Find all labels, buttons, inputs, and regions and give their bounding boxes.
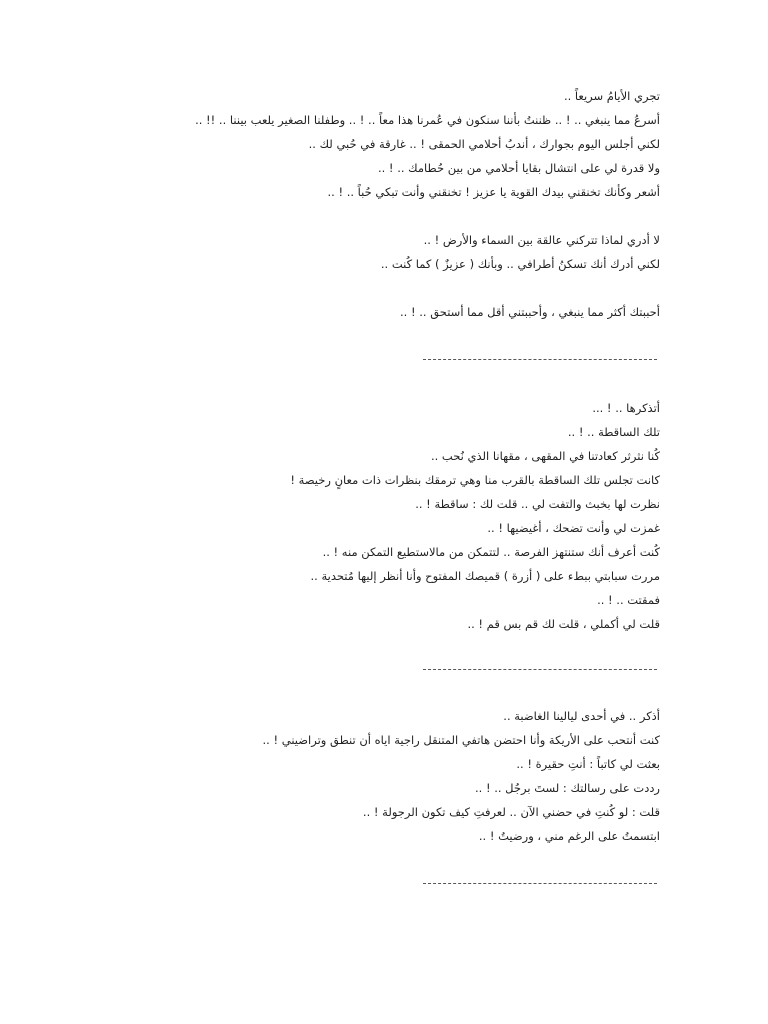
section-separator	[423, 883, 657, 884]
paragraph-2	[100, 228, 660, 276]
section-separator	[423, 359, 657, 360]
text-line: أتذكرها .. ! ...	[592, 401, 660, 415]
text-line: كُنا نثرثر كعادتنا في المقهى ، مقهانا الذي نُحب ..	[430, 449, 660, 463]
text-line: كانت تجلس تلك الساقطة بالقرب منا وهي ترمقك بنظرات ذات معانٍ رخيصة !	[290, 473, 660, 487]
text-line: قلت : لو كُنتِ في حضني الآن .. لعرفتِ كيف تكون الرجولة ! ..	[362, 805, 660, 819]
text-line: مررت سبابتي ببطء على ( أزرة ) قميصك المفتوح وأنا أنظر إليها مُتحدية ..	[310, 569, 660, 583]
text-line: نظرت لها بخبث والتفت لي .. قلت لك : ساقطة ! ..	[415, 497, 660, 511]
text-line: تلك الساقطة .. ! ..	[567, 425, 660, 439]
text-line: تجري الأيامُ سريعاً ..	[563, 89, 660, 103]
text-line: لا أدري لماذا تتركني عالقة بين السماء والأرض ! ..	[423, 233, 660, 247]
text-line: أسرعُ مما ينبغي .. ! .. ظننتُ بأننا سنكون في عُمرنا هذا معاً .. ! .. وطفلنا الصغير يلعب بيننا .. !! ..	[195, 113, 660, 127]
paragraph-3	[100, 300, 660, 324]
text-line: قلت لي أكملي ، قلت لك قم بس قم ! ..	[467, 617, 660, 631]
text-line: لكني أدرك أنك تسكنُ أطرافي .. وبأنك ( عزيزٌ ) كما كُنت ..	[380, 257, 660, 271]
text-line: غمزت لي وأنت تضحك ، أغيضيها ! ..	[487, 521, 660, 535]
section-separator	[423, 669, 657, 670]
text-line: رددت على رسالتك : لستَ برجُل .. ! ..	[474, 781, 660, 795]
text-line: ولا قدرة لي على انتشال بقايا أحلامي من بين حُطامك .. ! ..	[377, 161, 660, 175]
paragraph-4	[100, 396, 660, 636]
text-line: أذكر .. في أحدى ليالينا الغاضبة ..	[503, 709, 660, 723]
text-line: لكني أجلس اليوم بجوارك ، أندبُ أحلامي الحمقى ! .. غارقة في حُبي لك ..	[308, 137, 660, 151]
paragraph-1	[100, 84, 660, 204]
text-line: كنت أنتحب على الأريكة وأنا احتضن هاتفي المتنقل راجية اياه أن تنطق وتراضيني ! ..	[262, 733, 660, 747]
text-line: ابتسمتُ على الرغم مني ، ورضيتُ ! ..	[478, 829, 660, 843]
text-line: بعثت لي كاتباً : أنتِ حقيرة ! ..	[516, 757, 660, 771]
paragraph-5	[100, 704, 660, 848]
text-line: فمقتت .. ! ..	[597, 593, 660, 607]
text-line: كُنت أعرف أنك ستنتهز الفرصة .. لتتمكن من مالاستطيع التمكن منه ! ..	[322, 545, 660, 559]
text-line: أحببتك أكثر مما ينبغي ، وأحببتني أقل مما أستحق .. ! ..	[400, 305, 660, 319]
text-line: أشعر وكأنك تخنقني بيدك القوية يا عزيز ! تخنقني وأنت تبكي حُباً .. ! ..	[327, 185, 660, 199]
